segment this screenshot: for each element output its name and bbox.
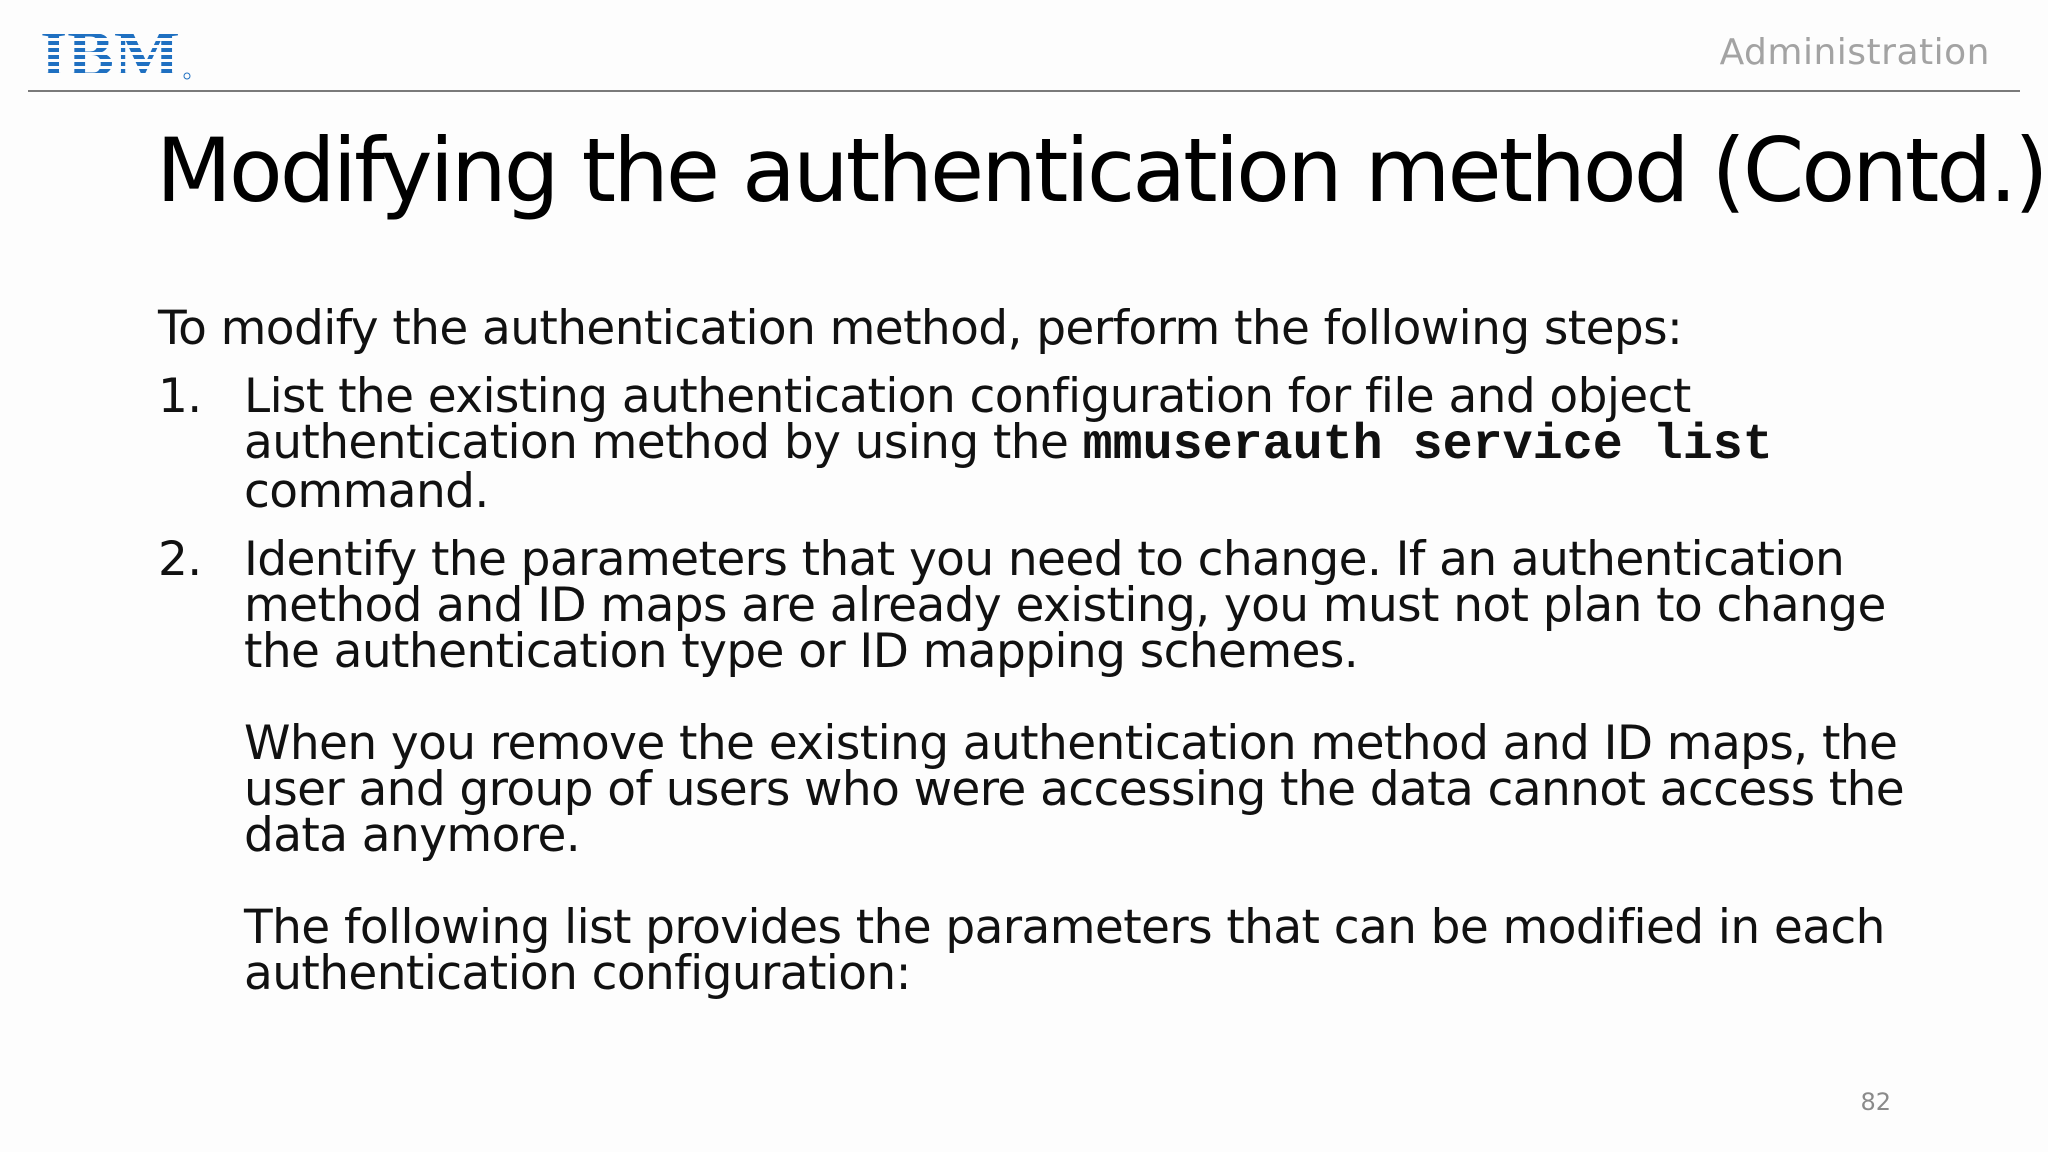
- step-text: [244, 369, 1938, 519]
- step-1: [158, 369, 1938, 519]
- step-paragraph: Identify the parameters that you need to change. If an authentication method and ID maps are already existing, you must not plan to change the authentication type or ID mapping schemes.: [244, 532, 1886, 679]
- slide-title: Modifying the authentication method (Contd.): [156, 119, 2046, 222]
- step-paragraph: The following list provides the parameters that can be modified in each authentication configuration:: [244, 900, 1885, 1001]
- section-label: Administration: [1719, 32, 1990, 73]
- page-number: 82: [1860, 1088, 1891, 1116]
- step-number: 2.: [158, 532, 202, 587]
- ibm-logo: [40, 22, 192, 82]
- header-divider: [28, 90, 2020, 92]
- step-text: [244, 532, 1938, 1001]
- step-paragraph: When you remove the existing authentication method and ID maps, the user and group of users who were accessing the data cannot access the data anymore.: [244, 716, 1905, 863]
- step-number: 1.: [158, 369, 202, 424]
- intro-text: To modify the authentication method, perform the following steps:: [158, 301, 1683, 356]
- step-2: [158, 532, 1938, 1001]
- step-text-segment: command.: [244, 464, 489, 519]
- slide-body: [158, 301, 1938, 1019]
- command-code: mmuserauth service list: [1082, 417, 1773, 474]
- step-text-segment: List the existing authentication configuration for file and object authentication method by using the: [244, 369, 1691, 470]
